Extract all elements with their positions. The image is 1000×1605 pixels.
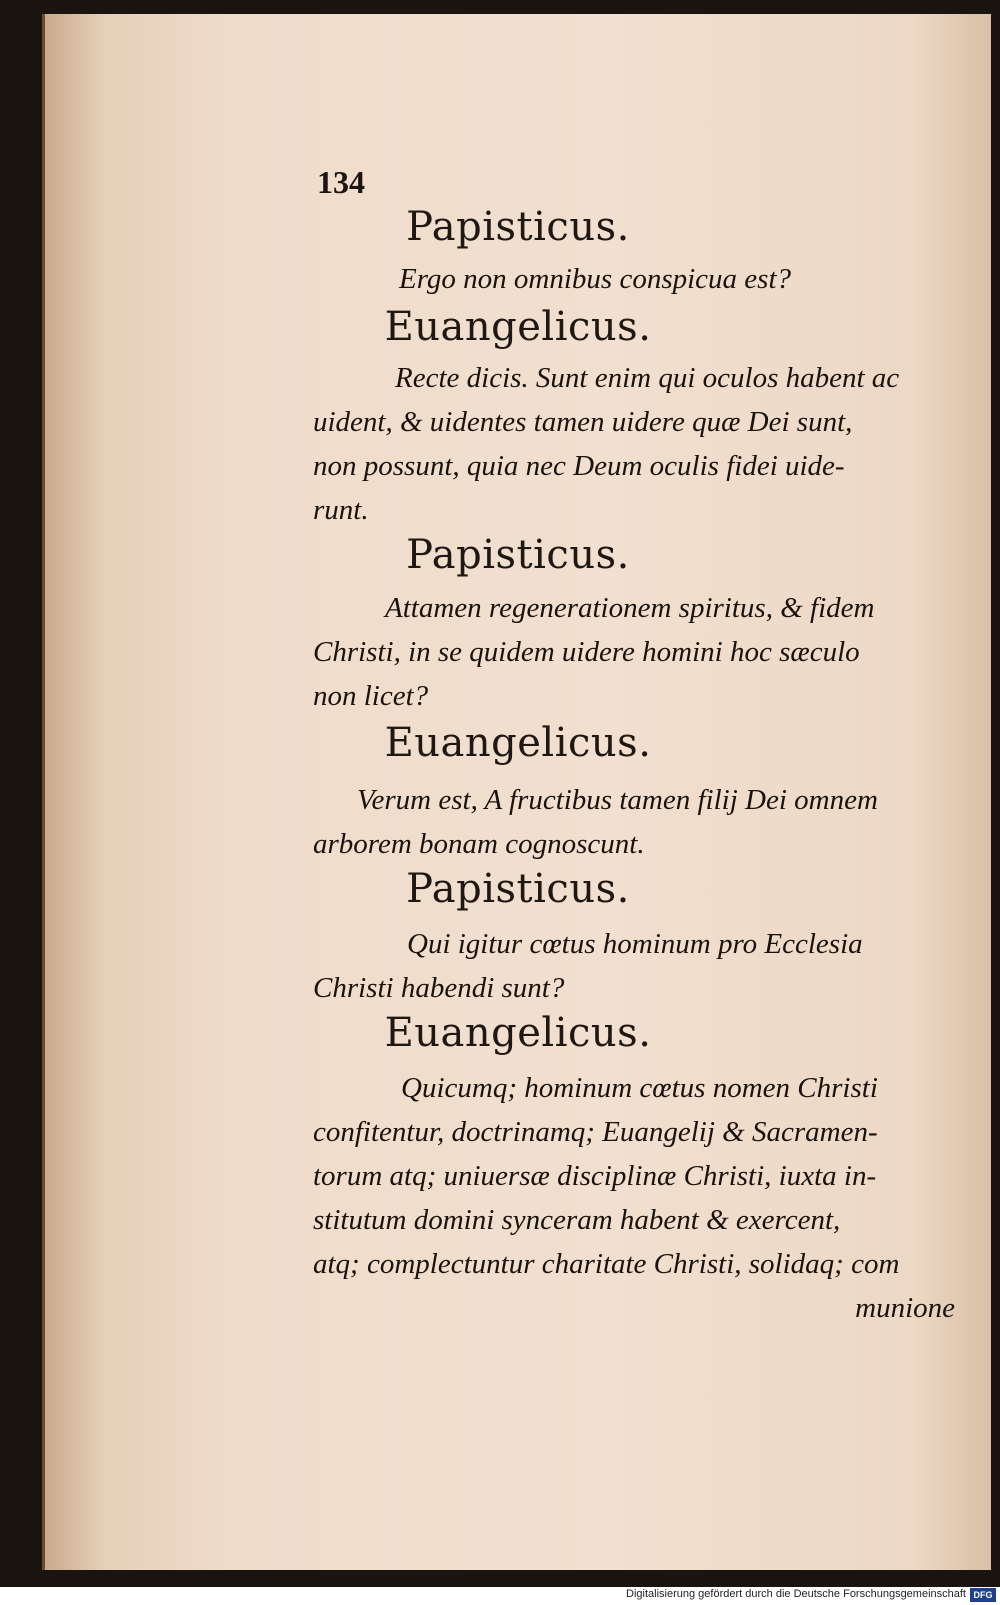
speaker-heading: Euangelicus.	[384, 304, 652, 350]
text-line: Attamen regenerationem spiritus, & fidem	[385, 592, 875, 624]
text-line: confitentur, doctrinamq; Euangelij & Sacramen-	[313, 1116, 878, 1148]
paragraph	[313, 586, 955, 718]
speaker-heading: Papisticus.	[406, 532, 630, 578]
paragraph	[313, 356, 955, 532]
speaker-heading: Papisticus.	[406, 866, 630, 912]
text-line: atq; complectuntur charitate Christi, solidaq; com	[313, 1248, 900, 1280]
footer-bar	[0, 1587, 1000, 1605]
text-line: Christi, in se quidem uidere homini hoc sæculo	[313, 636, 860, 668]
text-line: torum atq; uniuersæ disciplinæ Christi, iuxta in-	[313, 1160, 877, 1192]
footer-credit: Digitalisierung gefördert durch die Deutsche Forschungsgemeinschaft	[626, 1588, 966, 1600]
text-line: arborem bonam cognoscunt.	[313, 828, 645, 860]
paragraph	[313, 1066, 955, 1330]
book-page	[42, 14, 991, 1570]
paragraph	[313, 922, 955, 1010]
text-line: uident, & uidentes tamen uidere quæ Dei sunt,	[313, 406, 853, 438]
text-line: Ergo non omnibus conspicua est?	[399, 263, 792, 295]
text-line: Quicumq; hominum cœtus nomen Christi	[401, 1072, 878, 1104]
dfg-logo-icon: DFG	[970, 1588, 996, 1602]
text-line: Recte dicis. Sunt enim qui oculos habent ac	[395, 362, 900, 394]
catchword: munione	[855, 1292, 955, 1324]
page-content	[45, 14, 991, 1570]
text-line: Christi habendi sunt?	[313, 972, 565, 1004]
speaker-heading: Euangelicus.	[384, 1010, 652, 1056]
text-line: Qui igitur cœtus hominum pro Ecclesia	[407, 928, 863, 960]
text-line: non possunt, quia nec Deum oculis fidei uide-	[313, 450, 845, 482]
speaker-heading: Papisticus.	[406, 204, 630, 250]
text-line: stitutum domini synceram habent & exercent,	[313, 1204, 841, 1236]
text-line: Verum est, A fructibus tamen filij Dei omnem	[357, 784, 878, 816]
paragraph	[399, 257, 1000, 301]
text-line: non licet?	[313, 680, 429, 712]
paragraph	[313, 778, 955, 866]
page-number: 134	[317, 164, 365, 200]
text-line: runt.	[313, 494, 369, 526]
speaker-heading: Euangelicus.	[384, 720, 652, 766]
